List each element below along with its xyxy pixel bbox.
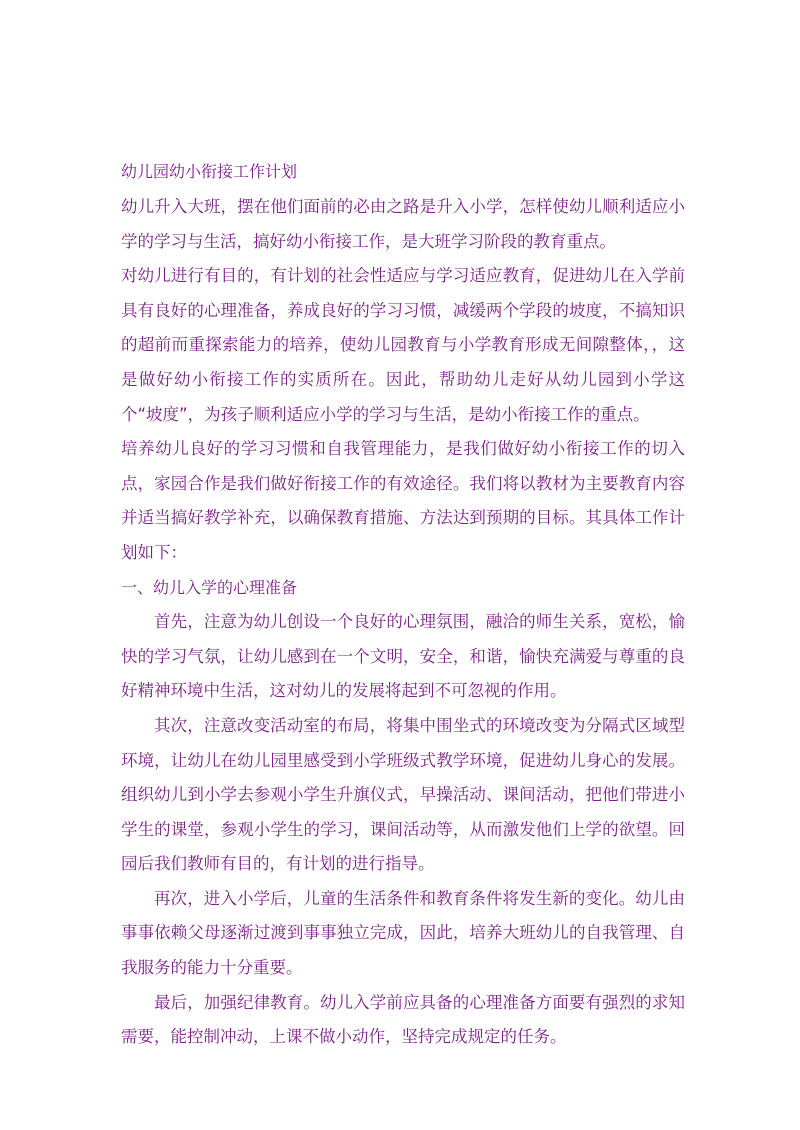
section-heading: 一、幼儿入学的心理准备 [121,577,298,597]
section-paragraph-3: 再次，进入小学后，儿童的生活条件和教育条件将发生新的变化。幼儿由事事依赖父母逐渐过渡到事事独立完成，因此，培养大班幼儿的自我管理、自我服务的能力十分重要。 [121,888,685,978]
intro-paragraph-3: 培养幼儿良好的学习习惯和自我管理能力，是我们做好幼小衔接工作的切入点，家园合作是我们做好衔接工作的有效途径。我们将以教材为主要教育内容并适当搞好教学补充，以确保教育措施、方法达到预期的目标。其具体工作计划如下： [121,439,685,562]
intro-paragraph-1: 幼儿升入大班，摆在他们面前的必由之路是升入小学，怎样使幼儿顺利适应小学的学习与生活，搞好幼小衔接工作，是大班学习阶段的教育重点。 [121,197,685,251]
intro-paragraph-2: 对幼儿进行有目的，有计划的社会性适应与学习适应教育，促进幼儿在入学前具有良好的心理准备，养成良好的学习习惯，减缓两个学段的坡度，不搞知识的超前而重探索能力的培养，使幼儿园教育与小学教育形成无间隙整体，，这是做好幼小衔接工作的实质所在。因此，帮助幼儿走好从幼儿园到小学这个“坡度”，为孩子顺利适应小学的学习与生活，是幼小衔接工作的重点。 [121,266,685,424]
document-title: 幼儿园幼小衔接工作计划 [121,162,298,181]
section-paragraph-1: 首先，注意为幼儿创设一个良好的心理氛围，融洽的师生关系，宽松，愉快的学习气氛，让幼儿感到在一个文明，安全，和谐，愉快充满爱与尊重的良好精神环境中生活，这对幼儿的发展将起到不可忽视的作用。 [121,612,685,701]
document-body [121,160,685,1055]
section-paragraph-2: 其次，注意改变活动室的布局，将集中围坐式的环境改变为分隔式区域型环境，让幼儿在幼儿园里感受到小学班级式教学环境，促进幼儿身心的发展。组织幼儿到小学去参观小学生升旗仪式，早操活动、课间活动，把他们带进小学生的课堂，参观小学生的学习，课间活动等，从而激发他们上学的欲望。回园后我们教师有目的，有计划的进行指导。 [121,715,685,874]
section-paragraph-4: 最后，加强纪律教育。幼儿入学前应具备的心理准备方面要有强烈的求知需要，能控制冲动，上课不做小动作，坚持完成规定的任务。 [121,992,685,1047]
